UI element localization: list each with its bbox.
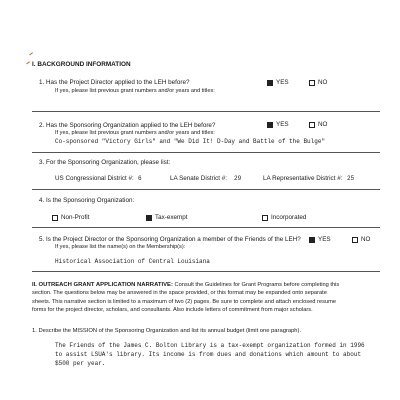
answer-line-text: $500 per year. xyxy=(55,360,106,367)
question-2-subtext: If yes, please list previous grant numbers and/or years and titles: xyxy=(55,130,215,136)
tax-exempt-checkbox[interactable] xyxy=(146,215,152,221)
non-profit-checkbox[interactable] xyxy=(52,215,58,221)
answer-line-text: to assist LSUA's library. Its income is from dues and donations which amount to about xyxy=(55,351,362,358)
question-1-subtext: If yes, please list previous grant numbers and/or years and titles: xyxy=(55,88,215,94)
tax-exempt-label: Tax-exempt xyxy=(155,214,188,221)
q1-yes-label: YES xyxy=(276,79,289,86)
q5-yes-checkbox[interactable] xyxy=(309,237,315,243)
answer-line xyxy=(32,152,380,153)
question-5-subtext: If yes, please list the name(s) on the Membership(s): xyxy=(55,244,186,250)
question-1: 1. Has the Project Director applied to the LEH before? xyxy=(39,79,190,86)
section-heading: I. BACKGROUND INFORMATION xyxy=(32,61,131,68)
question-5-answer: Historical Association of Central Louisiana xyxy=(55,258,210,265)
answer-line xyxy=(32,111,380,112)
non-profit-label: Non-Profit xyxy=(61,214,90,221)
senate-district-label: LA Senate District #: xyxy=(170,175,228,182)
narrative-intro-line: sheets. This narrative section is limited to a maximum of two (2) pages. Be sure to complete and attach enclosed resume xyxy=(32,298,337,305)
narrative-answer-1 xyxy=(55,341,365,368)
senate-district-value: 29 xyxy=(234,175,242,182)
q2-yes-label: YES xyxy=(276,121,289,128)
q1-no-checkbox[interactable] xyxy=(309,80,315,86)
incorporated-label: Incorporated xyxy=(271,214,307,221)
answer-line-text: The Friends of the James C. Bolton Library is a tax-exempt organization formed in 1996 xyxy=(55,342,365,349)
section-divider xyxy=(32,271,380,272)
q5-no-label: NO xyxy=(361,236,371,243)
narrative-intro-line: section. The questions below may be answered in the space provided, or this format may be expanded onto separate xyxy=(32,290,327,297)
narrative-question-1: 1. Describe the MISSION of the Sponsoring Organization and list its annual budget (limit one paragraph). xyxy=(32,328,302,334)
question-3: 3. For the Sponsoring Organization, please list: xyxy=(39,159,171,166)
section-divider xyxy=(32,227,380,228)
q2-no-checkbox[interactable] xyxy=(309,122,315,128)
q5-yes-label: YES xyxy=(318,236,331,243)
narrative-intro xyxy=(32,281,339,314)
q1-yes-checkbox[interactable] xyxy=(267,80,273,86)
narrative-intro-line: forms for the project director, scholars, and consultants. Also include letters of commitment from major scholars. xyxy=(32,306,313,313)
question-2: 2. Has the Sponsoring Organization applied to the LEH before? xyxy=(39,122,216,129)
congressional-district-label: US Congressional District #: xyxy=(55,175,134,182)
margin-mark xyxy=(26,61,32,67)
question-4: 4. Is the Sponsoring Organization: xyxy=(39,197,135,204)
incorporated-checkbox[interactable] xyxy=(262,215,268,221)
representative-district-label: LA Representative District #: xyxy=(263,175,343,182)
q1-no-label: NO xyxy=(318,79,328,86)
q2-no-label: NO xyxy=(318,121,328,128)
representative-district-value: 25 xyxy=(347,175,355,182)
question-2-answer: Co-sponsored "Victory Girls" and "We Did It! D-Day and Battle of the Bulge" xyxy=(55,138,326,145)
narrative-intro-line: Consult the Guidelines for Grant Programs before completing this xyxy=(174,282,340,288)
section-ii-heading: II. OUTREACH GRANT APPLICATION NARRATIVE: xyxy=(32,282,173,288)
congressional-district-value: 6 xyxy=(138,175,142,182)
q2-yes-checkbox[interactable] xyxy=(267,122,273,128)
q5-no-checkbox[interactable] xyxy=(352,237,358,243)
question-5: 5. Is the Project Director or the Sponsoring Organization a member of the Friends of the LEH? xyxy=(39,236,301,243)
section-divider xyxy=(32,189,380,190)
margin-mark xyxy=(29,52,35,58)
